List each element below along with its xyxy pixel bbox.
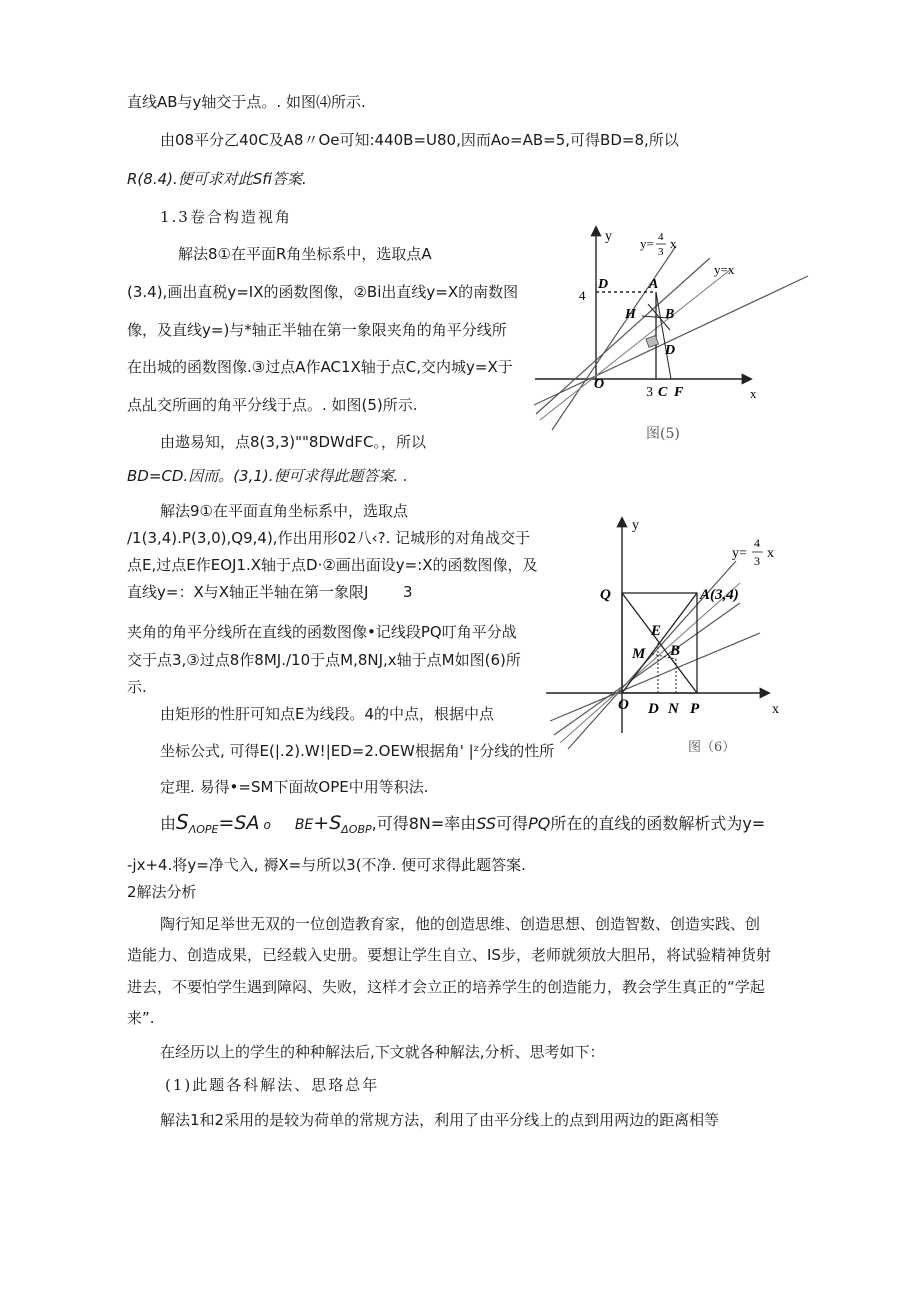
line-y-4-3x bbox=[552, 246, 676, 430]
text-line-14: 点E,过点E作EOJ1.X轴于点D·②画出面设y=:X的函数图像，及 bbox=[127, 556, 538, 574]
label-point-a: A(3,4) bbox=[700, 587, 739, 603]
text-line-20: 坐标公式, 可得E(|.2).W!|ED=2.OEW根据角' |﻿ᶻ分线的性所 bbox=[160, 742, 555, 760]
formula-pq: PQ bbox=[528, 814, 551, 833]
label-axis-x: x bbox=[772, 702, 779, 717]
text-line-21: 定理. 易得•=SM下面故OPE中用等积法. bbox=[160, 778, 429, 796]
text-line-5: 解法8①在平面R角坐标系中，选取点A bbox=[178, 245, 432, 263]
formula-prefix: 由 bbox=[160, 814, 177, 833]
label-eq1-num: 4 bbox=[658, 231, 664, 243]
label-point-e: E bbox=[651, 623, 662, 639]
label-axis-y: y bbox=[605, 229, 612, 244]
text-line-8: 在出城的函数图像.③过点A作AC1X轴于点C,交内城y=X于 bbox=[127, 358, 513, 376]
text-line-13: /1(3,4).P(3,0),Q9,4),作出用形02八‹?. 记城形的对角战交于 bbox=[127, 529, 531, 547]
text-line-1: 直线AB与y轴交于点。. 如图⑷所示. bbox=[127, 93, 366, 111]
label-point-h: H bbox=[625, 307, 636, 322]
text-line-28: 来”. bbox=[127, 1009, 155, 1027]
text-line-11: BD=CD.因而。(3,1).便可求得此题答案. . bbox=[127, 467, 408, 485]
label-point-p: P bbox=[690, 701, 700, 717]
text-line-15-number: 3 bbox=[403, 583, 413, 601]
label-eq1-var: x bbox=[670, 236, 677, 251]
text-line-17: 交于点3,③过点8作8MJ./10于点M,8NJ,x轴于点M如图(6)所 bbox=[127, 651, 521, 669]
label-point-o: O bbox=[618, 697, 629, 713]
text-line-15: 直线y=：X与X轴正半轴在第一象限J bbox=[127, 583, 369, 601]
formula-ss: SS bbox=[476, 814, 497, 833]
formula-s2: =SA bbox=[218, 812, 260, 834]
label-point-d: D bbox=[648, 701, 659, 717]
text-line-7: 像，及直线y=)与*轴正半轴在第一象限夹角的角平分线所 bbox=[127, 321, 507, 339]
label-tick-3: 3 bbox=[646, 385, 653, 400]
text-line-16: 夹角的角平分线所在直线的函数图像•记线段PQ叮角平分战 bbox=[127, 623, 517, 641]
label-axis-y: y bbox=[632, 518, 639, 533]
label-tick-4: 4 bbox=[579, 288, 586, 303]
figure-6 bbox=[540, 513, 802, 763]
label-eq-var: x bbox=[767, 546, 774, 561]
formula-s1-sub: ΛOPE bbox=[188, 823, 219, 837]
formula-be: BE bbox=[294, 817, 314, 833]
text-line-31: 解法1和2采用的是较为荷单的常规方法，利用了由平分线上的点到用两边的距离相等 bbox=[160, 1111, 720, 1129]
formula-s3-sub: ΔOBP bbox=[341, 823, 372, 837]
line-af bbox=[656, 292, 671, 379]
figure-6-caption: 图（6） bbox=[688, 740, 736, 755]
line-bisector bbox=[534, 276, 808, 405]
figure-5-caption: 图(5) bbox=[646, 426, 680, 442]
formula-kede: 可得 bbox=[496, 814, 529, 833]
label-point-b: B bbox=[665, 307, 675, 322]
label-point-a: A bbox=[649, 277, 659, 292]
label-eq2: y=x bbox=[714, 262, 735, 277]
subheading-1: (1)此题各科解法、思珞总年 bbox=[165, 1076, 380, 1094]
label-eq-lhs: y= bbox=[732, 546, 747, 561]
text-line-18: 示. bbox=[127, 678, 147, 696]
label-point-f: F bbox=[674, 385, 684, 400]
text-line-27: 进去，不要怕学生遇到障闷、失败，这样才会立正的培养学生的创造能力，教会学生真正的“学起 bbox=[127, 978, 765, 996]
label-point-o: O bbox=[594, 377, 605, 392]
label-axis-x: x bbox=[750, 386, 757, 401]
label-eq1-lhs: y= bbox=[640, 236, 654, 251]
section-heading-1-3: 1.3卷合构造视角 bbox=[160, 208, 292, 226]
label-eq-num: 4 bbox=[754, 536, 760, 550]
label-point-q: Q bbox=[600, 587, 611, 603]
text-line-10: 由遨易知，点8(3,3)""8DWdFC。，所以 bbox=[160, 433, 426, 451]
text-line-29: 在经历以上的学生的种种解法后,下文就各种解法,分析、思考如下： bbox=[160, 1043, 605, 1061]
formula-s2-sub: o bbox=[263, 818, 271, 832]
line-y-x bbox=[554, 603, 740, 735]
line-auxiliary bbox=[560, 583, 740, 743]
label-point-c: C bbox=[658, 385, 668, 400]
formula-tail: 所在的直线的函数解析式为y= bbox=[550, 814, 766, 833]
text-line-23: -jx+4.将y=净弋入, 褥X=与所以3(不净. 便可求得此题答案. bbox=[127, 856, 526, 874]
label-point-m: M bbox=[632, 646, 646, 662]
formula-s3: +S bbox=[313, 812, 342, 834]
text-line-9: 点乩交所画的角平分线于点。. 如图(5)所示. bbox=[127, 396, 418, 414]
formula-mid: ,可得8N=率由 bbox=[371, 814, 477, 833]
label-eq1-den: 3 bbox=[658, 246, 664, 258]
label-point-b: B bbox=[670, 643, 681, 659]
text-line-12: 解法9①在平面直角坐标系中，选取点 bbox=[160, 502, 408, 520]
text-line-19: 由矩形的性肝可知点E为线段。4的中点，根据中点 bbox=[160, 705, 495, 723]
formula-s1: S bbox=[176, 810, 189, 834]
label-eq-den: 3 bbox=[754, 554, 760, 568]
figure-5 bbox=[530, 218, 820, 450]
label-point-n: N bbox=[668, 701, 679, 717]
formula-line bbox=[160, 811, 765, 841]
line-y-x bbox=[536, 258, 710, 414]
label-point-d-top: D bbox=[598, 277, 609, 292]
text-line-26: 造能力、创造成果，已经载入史册。要想让学生自立、IS步，老师就须放大胆吊，将试验精神货射 bbox=[127, 946, 771, 964]
text-line-3: R(8.4).便可求对此Sfi答案. bbox=[127, 170, 307, 188]
text-line-25: 陶行知足举世无双的一位创造教育家，他的创造思维、创造思想、创造智数、创造实践、创 bbox=[160, 915, 761, 933]
label-point-d: D bbox=[665, 343, 676, 358]
section-heading-2: 2解法分析 bbox=[127, 883, 197, 901]
text-line-2: 由08平分乙40C及A8〃Oe可知:440B=U80,因而Ao=AB=5,可得BD=8,所以 bbox=[160, 131, 679, 149]
text-line-6: (3.4),画出直税y=IX的函数图像，②Bi出直线y=X的南数图 bbox=[127, 283, 519, 301]
